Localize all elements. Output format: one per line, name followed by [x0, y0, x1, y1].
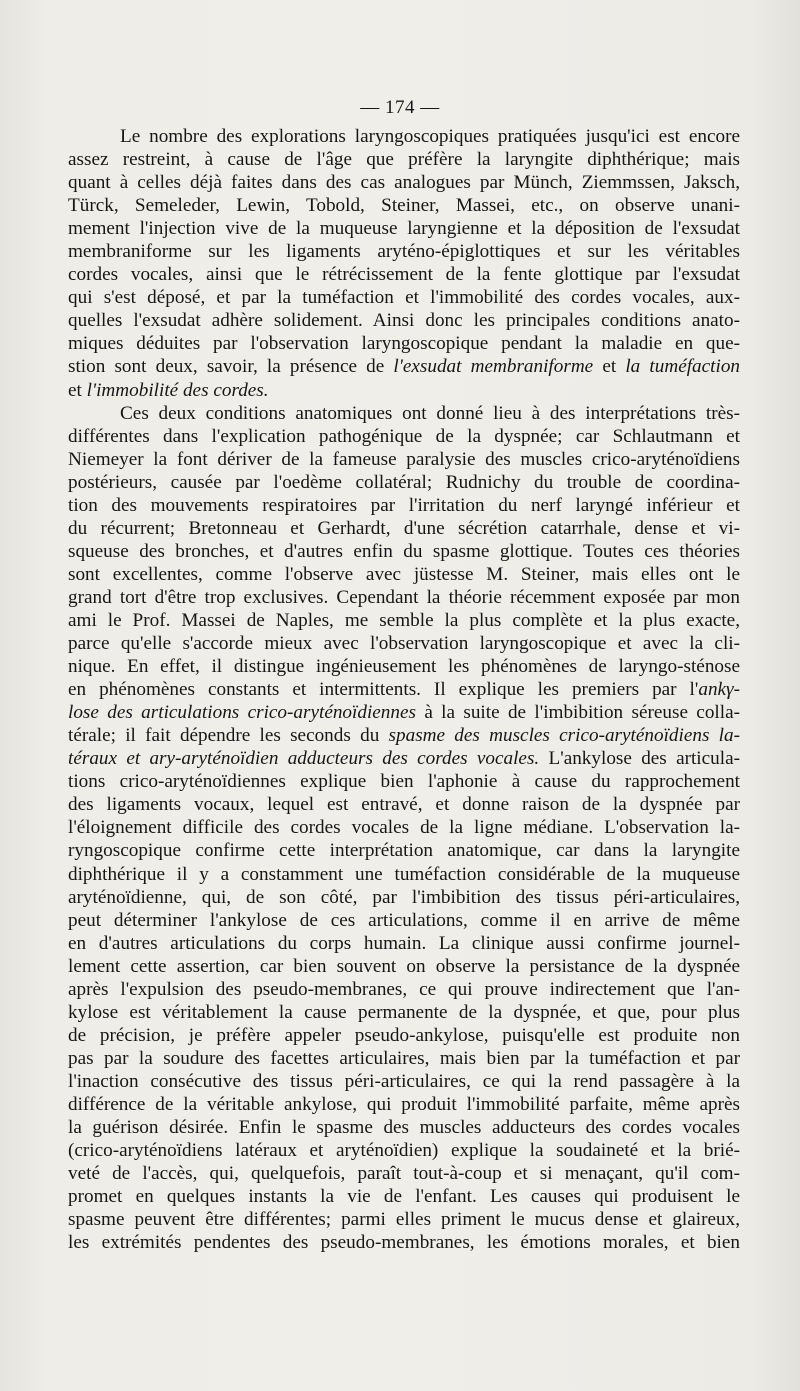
text-line: tions crico-aryténoïdiennes explique bien l'aphonie à cause du rapprochement	[68, 771, 740, 793]
text-line: Le nombre des explorations laryngoscopiques pratiquées jusqu'ici est encore	[120, 126, 740, 147]
text-line: sont excellentes, comme l'observe avec jüstesse M. Steiner, mais elles ont le	[68, 563, 740, 585]
text-line: de précision, je préfère appeler pseudo-ankylose, puisqu'elle est produite non	[68, 1024, 740, 1046]
text-line: aryténoïdienne, qui, de son côté, par l'imbibition des tissus péri-articulaires,	[68, 886, 740, 908]
text-line: cordes vocales, ainsi que le rétrécissement de la fente glottique par l'exsudat	[68, 264, 740, 286]
italic-segment: spasme des muscles crico-aryténoïdiens la-	[388, 725, 740, 747]
italic-segment: l'immobilité des cordes.	[86, 379, 269, 401]
text-line: Türck, Semeleder, Lewin, Tobold, Steiner, Massei, etc., on observe unani-	[68, 195, 740, 217]
text-line	[68, 678, 740, 701]
text-line: ami le Prof. Massei de Naples, me semble la plus complète et la plus exacte,	[68, 609, 740, 631]
italic-segment: la tuméfaction	[625, 356, 741, 378]
text-line: grand tort d'être trop exclusives. Cependant la théorie récemment exposée par mon	[68, 586, 740, 608]
text-line: en d'autres articulations du corps humain. La clinique aussi confirme journel-	[68, 932, 740, 954]
text-line	[68, 355, 740, 378]
italic-segment: l'exsudat membraniforme	[393, 356, 594, 378]
text-line	[68, 747, 740, 770]
text-line: miques déduites par l'observation laryngoscopique pendant la maladie en que-	[68, 333, 740, 355]
text-line: lement cette assertion, car bien souvent on observe la persistance de la dyspnée	[68, 955, 740, 977]
text-line: spasme peuvent être différentes; parmi elles priment le mucus dense et glaireux,	[68, 1209, 740, 1231]
text-segment: à la suite de l'imbibition séreuse colla-	[415, 702, 740, 724]
text-line: différence de la véritable ankylose, qui produit l'immobilité parfaite, même après	[68, 1093, 740, 1115]
text-line: promet en quelques instants la vie de l'enfant. Les causes qui produisent le	[68, 1186, 740, 1208]
text-segment: térale; il fait dépendre les seconds du	[68, 725, 389, 747]
text-segment: stion sont deux, savoir, la présence de	[68, 356, 394, 378]
text-line: assez restreint, à cause de l'âge que préfère la laryngite diphthérique; mais	[68, 149, 740, 171]
italic-segment: ankγ-	[698, 679, 740, 701]
text-line: parce qu'elle s'accorde mieux avec l'observation laryngoscopique et avec la cli-	[68, 633, 740, 655]
text-segment: en phénomènes constants et intermittents. Il explique les premiers par l'	[68, 679, 699, 701]
text-line	[68, 724, 740, 747]
text-line: l'éloignement difficile des cordes vocales de la ligne médiane. L'observation la-	[68, 817, 740, 839]
text-line: la guérison désirée. Enfin le spasme des muscles adducteurs des cordes vocales	[68, 1117, 740, 1139]
text-line: squeuse des bronches, et d'autres enfin du spasme glottique. Toutes ces théories	[68, 540, 740, 562]
text-line: veté de l'accès, qui, quelquefois, paraît tout-à-coup et si menaçant, qu'il com-	[68, 1163, 740, 1185]
text-line: les extrémités pendentes des pseudo-membranes, les émotions morales, et bien	[68, 1232, 740, 1254]
text-line: tion des mouvements respiratoires par l'irritation du nerf laryngé inférieur et	[68, 494, 740, 516]
text-line: ryngoscopique confirme cette interprétation anatomique, car dans la laryngite	[68, 840, 740, 862]
text-line: des ligaments vocaux, lequel est entravé, et donne raison de la dyspnée par	[68, 794, 740, 816]
italic-segment: téraux et ary-aryténoïdien adducteurs des cordes vocales.	[68, 748, 540, 770]
text-line: (crico-aryténoïdiens latéraux et aryténoïdien) explique la soudaineté et la brié-	[68, 1140, 740, 1162]
text-line: l'inaction consécutive des tissus péri-articulaires, ce qui la rend passagère à la	[68, 1070, 740, 1092]
text-line: mement l'injection vive de la muqueuse laryngienne et la déposition de l'exsudat	[68, 218, 740, 240]
text-line: qui s'est déposé, et par la tuméfaction et l'immobilité des cordes vocales, aux-	[68, 287, 740, 309]
text-segment: L'ankylose des articula-	[539, 748, 740, 770]
page-number: — 174 —	[360, 97, 440, 118]
text-line: diphthérique il y a constamment une tuméfaction considérable de la muqueuse	[68, 863, 740, 885]
text-line	[68, 701, 740, 724]
text-line: différentes dans l'explication pathogénique de la dyspnée; car Schlautmann et	[68, 425, 740, 447]
text-segment: et	[593, 356, 626, 378]
text-line: nique. En effet, il distingue ingénieusement les phénomènes de laryngo-sténose	[68, 656, 740, 678]
text-line: quant à celles déjà faites dans des cas analogues par Münch, Ziemmssen, Jaksch,	[68, 172, 740, 194]
text-line: peut déterminer l'ankylose de ces articulations, comme il en arrive de même	[68, 909, 740, 931]
text-segment: et	[68, 379, 87, 401]
text-line: Niemeyer la font dériver de la fameuse paralysie des muscles crico-aryténoïdiens	[68, 448, 740, 470]
text-line: Ces deux conditions anatomiques ont donné lieu à des interprétations très-	[120, 402, 740, 424]
text-line: quelles l'exsudat adhère solidement. Ainsi donc les principales conditions anato-	[68, 310, 740, 332]
text-line: du récurrent; Bretonneau et Gerhardt, d'une sécrétion catarrhale, dense et vi-	[68, 517, 740, 539]
text-line: kylose est véritablement la cause permanente de la dyspnée, et que, pour plus	[68, 1001, 740, 1023]
text-line: pas par la soudure des facettes articulaires, mais bien par la tuméfaction et par	[68, 1047, 740, 1069]
body-text	[68, 125, 740, 1254]
text-line: après l'expulsion des pseudo-membranes, ce qui prouve indirectement que l'an-	[68, 978, 740, 1000]
italic-segment: lose des articulations crico-aryténoïdiennes	[68, 702, 416, 724]
text-line: membraniforme sur les ligaments aryténo-épiglottiques et sur les véritables	[68, 241, 740, 263]
text-line: postérieurs, causée par l'oedème collatéral; Rudnichy du trouble de coordina-	[68, 471, 740, 493]
text-line	[68, 379, 740, 402]
